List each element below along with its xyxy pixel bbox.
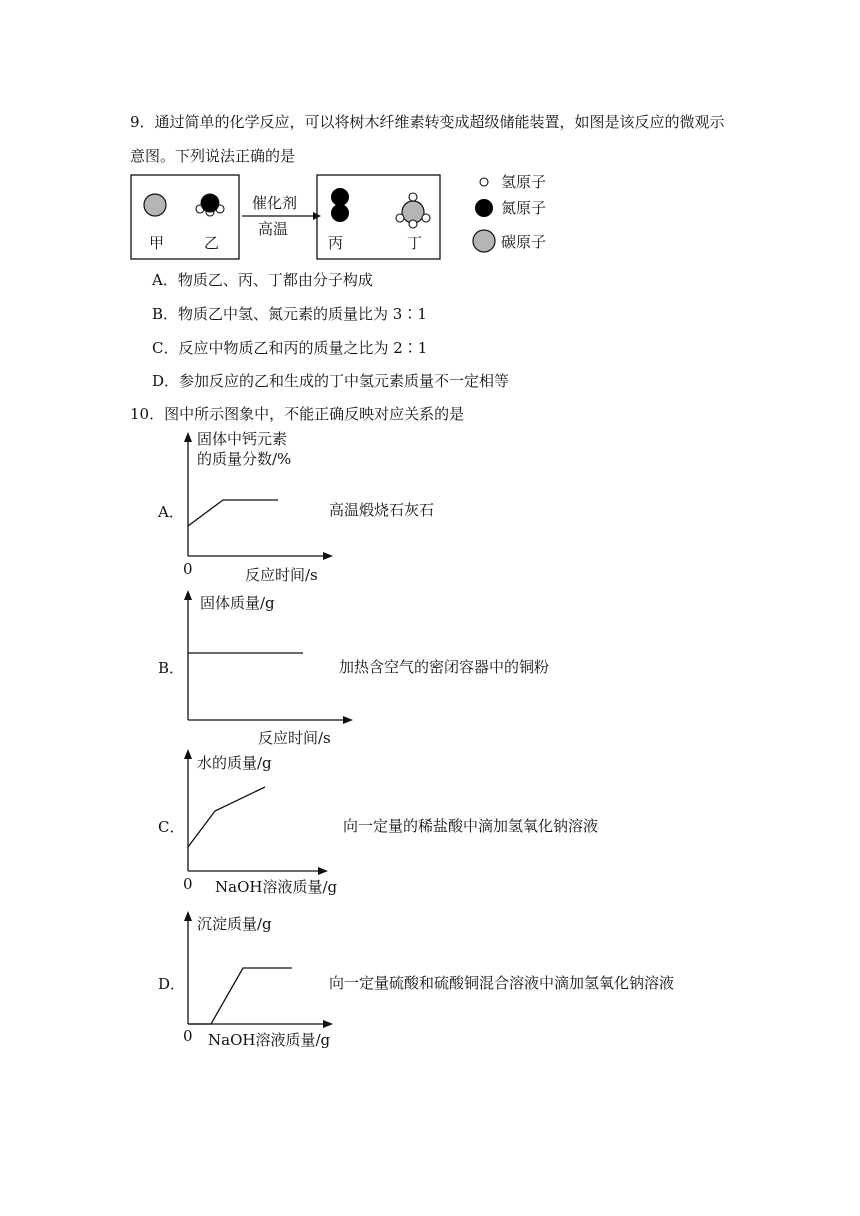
q9-option-d: D．参加反应的乙和生成的丁中氢元素质量不一定相等 <box>152 372 510 390</box>
product1-label: 丙 <box>328 234 344 252</box>
q9-option-a: A．物质乙、丙、丁都由分子构成 <box>152 271 373 289</box>
nitrogen-atom-icon <box>475 199 493 217</box>
graph-c-desc: 向一定量的稀盐酸中滴加氢氧化钠溶液 <box>343 817 599 835</box>
y-axis-arrow-icon <box>184 911 192 921</box>
carbon-atom-jia <box>144 194 166 216</box>
condition-high-temp: 高温 <box>258 220 289 238</box>
graph-d-origin: 0 <box>183 1027 193 1045</box>
graph-c-xlabel: NaOH溶液质量/g <box>215 878 338 896</box>
graph-a-xlabel: 反应时间/s <box>245 566 318 584</box>
graph-c-ylabel: 水的质量/g <box>197 754 272 772</box>
legend-nitrogen: 氮原子 <box>501 199 547 217</box>
graph-d-xlabel: NaOH溶液质量/g <box>208 1031 331 1049</box>
graph-c-origin: 0 <box>183 875 193 893</box>
graph-b-ylabel: 固体质量/g <box>200 594 275 612</box>
graph-a <box>175 432 345 582</box>
reaction-diagram <box>130 172 710 262</box>
product2-label: 丁 <box>407 234 423 252</box>
graph-c-letter: C． <box>158 818 185 836</box>
graph-b-xlabel: 反应时间/s <box>258 729 331 747</box>
legend-hydrogen: 氢原子 <box>501 173 547 191</box>
reactant-box <box>131 175 239 259</box>
carbon-atom-icon <box>473 230 495 252</box>
graph-a-letter: A． <box>158 503 184 521</box>
graph-a-ylabel1: 固体中钙元素 <box>197 430 288 448</box>
q9-stem-line2: 意图。下列说法正确的是 <box>130 147 296 165</box>
graph-d-ylabel: 沉淀质量/g <box>197 915 272 933</box>
condition-catalyst: 催化剂 <box>252 194 298 212</box>
reactant1-label: 甲 <box>149 234 165 252</box>
y-axis-arrow-icon <box>184 432 192 442</box>
graph-b-letter: B． <box>158 659 185 677</box>
hydrogen-atom-icon <box>480 178 488 186</box>
graph-d-letter: D． <box>158 975 186 993</box>
q9-stem-line1: 9．通过简单的化学反应，可以将树木纤维素转变成超级储能装置，如图是该反应的微观示 <box>130 113 725 131</box>
nitrogen-molecule <box>331 188 349 222</box>
legend-carbon: 碳原子 <box>501 233 547 251</box>
reactant2-label: 乙 <box>204 234 220 252</box>
x-axis-arrow-icon <box>323 552 333 560</box>
ammonia-molecule <box>196 194 224 216</box>
y-axis-arrow-icon <box>184 749 192 759</box>
graph-d-curve <box>188 968 292 1024</box>
q9-option-b: B．物质乙中氢、氮元素的质量比为 3∶1 <box>152 305 427 323</box>
graph-b-desc: 加热含空气的密闭容器中的铜粉 <box>339 658 550 676</box>
graph-d-desc: 向一定量硫酸和硫酸铜混合溶液中滴加氢氧化钠溶液 <box>329 974 675 992</box>
graph-a-curve <box>188 500 278 526</box>
x-axis-arrow-icon <box>343 716 353 724</box>
graph-a-desc: 高温煅烧石灰石 <box>329 501 435 519</box>
methane-molecule <box>396 193 430 228</box>
graph-a-ylabel2: 的质量分数/% <box>197 450 292 468</box>
y-axis-arrow-icon <box>184 590 192 600</box>
graph-c <box>175 749 365 899</box>
x-axis-arrow-icon <box>323 1020 333 1028</box>
graph-c-curve <box>188 787 265 847</box>
graph-a-origin: 0 <box>183 560 193 578</box>
x-axis-arrow-icon <box>318 867 328 875</box>
graph-b <box>175 590 365 750</box>
q9-option-c: C．反应中物质乙和丙的质量之比为 2∶1 <box>152 339 428 357</box>
q10-stem: 10．图中所示图象中，不能正确反映对应关系的是 <box>130 405 465 423</box>
